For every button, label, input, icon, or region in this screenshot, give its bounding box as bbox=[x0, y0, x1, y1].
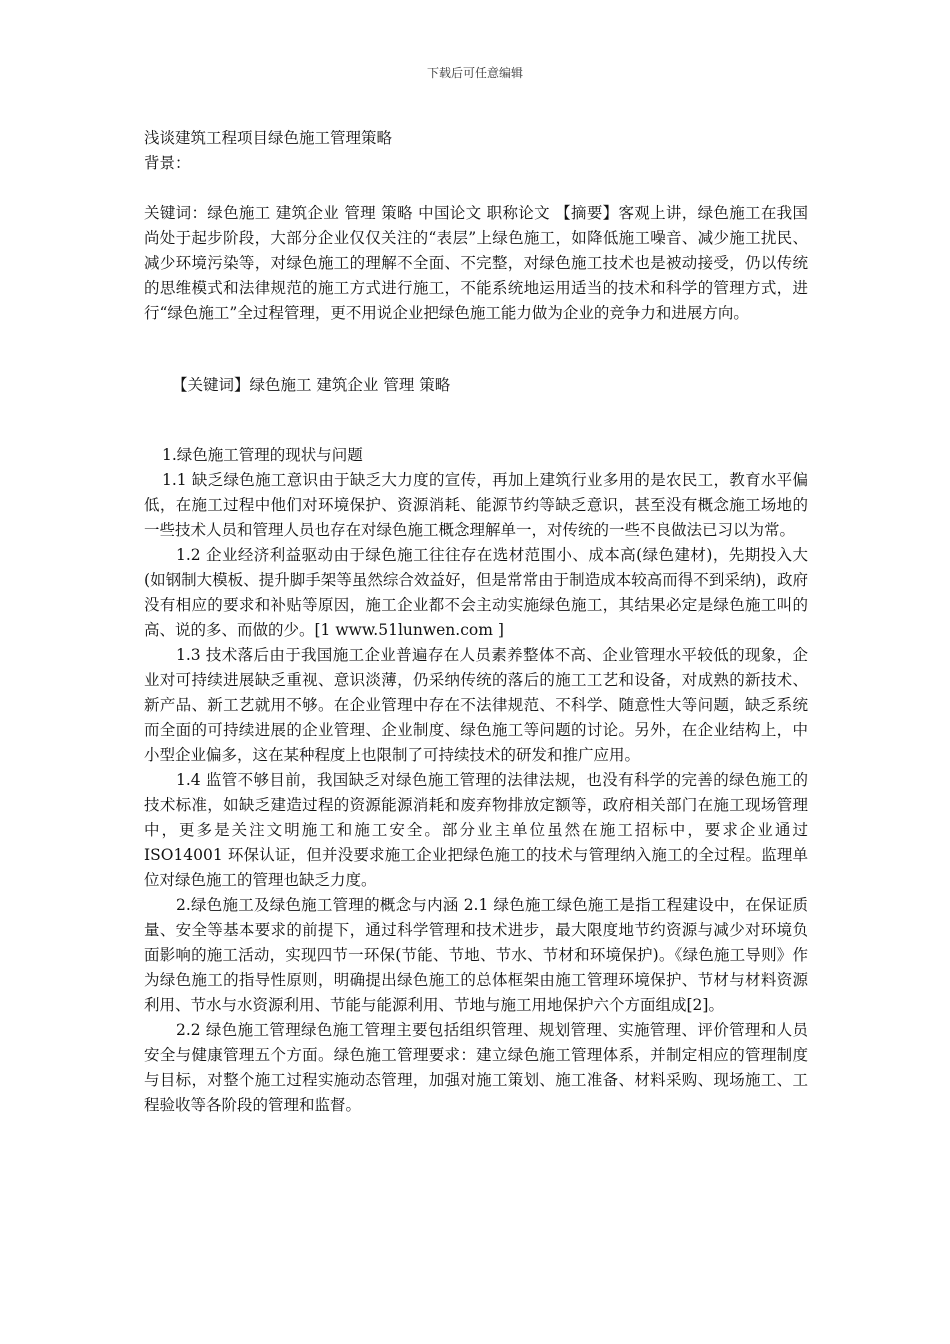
paragraph-2-2: 2.2 绿色施工管理绿色施工管理主要包括组织管理、规划管理、实施管理、评价管理和人员安全与健康管理五个方面。绿色施工管理要求：建立绿色施工管理体系，并制定相应的管理制度与目标，对整个施工过程实施动态管理，加强对施工策划、施工准备、材料采购、现场施工、工程验收等各阶段的管理和监督。 bbox=[144, 1021, 808, 1114]
paragraph-1-1: 1.1 缺乏绿色施工意识由于缺乏大力度的宣传，再加上建筑行业多用的是农民工，教育水平偏低，在施工过程中他们对环境保护、资源消耗、能源节约等缺乏意识，甚至没有概念施工场地的一些技术人员和管理人员也存在对绿色施工概念理解单一，对传统的一些不良做法已习以为常。 bbox=[144, 471, 808, 539]
paragraph-2-1: 2.绿色施工及绿色施工管理的概念与内涵 2.1 绿色施工绿色施工是指工程建设中，在保证质量、安全等基本要求的前提下，通过科学管理和技术进步，最大限度地节约资源与减少对环境负面影响的施工活动，实现四节一环保(节能、节地、节水、节材和环境保护)。《绿色施工导则》作为绿色施工的指导性原则，明确提出绿色施工的总体框架由施工管理环境保护、节材与材料资源利用、节水与水资源利用、节能与能源利用、节地与施工用地保护六个方面组成[2]。 bbox=[144, 896, 808, 1014]
document-title: 浅谈建筑工程项目绿色施工管理策略 bbox=[144, 129, 393, 147]
keywords-line: 【关键词】绿色施工 建筑企业 管理 策略 bbox=[172, 376, 451, 394]
keywords-abstract-paragraph: 关键词：绿色施工 建筑企业 管理 策略 中国论文 职称论文 【摘要】客观上讲，绿色施工在我国尚处于起步阶段，大部分企业仅仅关注的“表层”上绿色施工，如降低施工噪音、减少施工扰民、减少环境污染等，对绿色施工的理解不全面、不完整，对绿色施工技术也是被动接受，仍以传统的思维模式和法律规范的施工方式进行施工，不能系统地运用适当的技术和科学的管理方式，进行“绿色施工”全过程管理，更不用说企业把绿色施工能力做为企业的竞争力和进展方向。 bbox=[144, 204, 808, 322]
background-label: 背景： bbox=[144, 154, 191, 172]
page-header: 下载后可任意编辑 bbox=[426, 66, 523, 80]
document-body bbox=[144, 126, 808, 1118]
section-1-heading: 1.绿色施工管理的现状与问题 bbox=[162, 446, 363, 464]
paragraph-1-4: 1.4 监管不够目前，我国缺乏对绿色施工管理的法律法规，也没有科学的完善的绿色施工的技术标准，如缺乏建造过程的资源能源消耗和废弃物排放定额等，政府相关部门在施工现场管理中，更多是关注文明施工和施工安全。部分业主单位虽然在施工招标中，要求企业通过 ISO14001 环保认证，但并没要求施工企业把绿色施工的技术与管理纳入施工的全过程。监理单位对绿色施工的管理也缺乏力度。 bbox=[144, 771, 808, 889]
paragraph-1-2: 1.2 企业经济利益驱动由于绿色施工往往存在选材范围小、成本高(绿色建材)，先期投入大(如钢制大模板、提升脚手架等虽然综合效益好，但是常常由于制造成本较高而得不到采纳)，政府没有相应的要求和补贴等原因，施工企业都不会主动实施绿色施工，其结果必定是绿色施工叫的高、说的多、而做的少。[1 www.51lunwen.com ] bbox=[144, 546, 808, 639]
paragraph-1-3: 1.3 技术落后由于我国施工企业普遍存在人员素养整体不高、企业管理水平较低的现象，企业对可持续进展缺乏重视、意识淡薄，仍采纳传统的落后的施工工艺和设备，对成熟的新技术、新产品、新工艺就用不够。在企业管理中存在不法律规范、不科学、随意性大等问题，缺乏系统而全面的可持续进展的企业管理、企业制度、绿色施工等问题的讨论。另外，在企业结构上，中小型企业偏多，这在某种程度上也限制了可持续技术的研发和推广应用。 bbox=[144, 646, 808, 764]
